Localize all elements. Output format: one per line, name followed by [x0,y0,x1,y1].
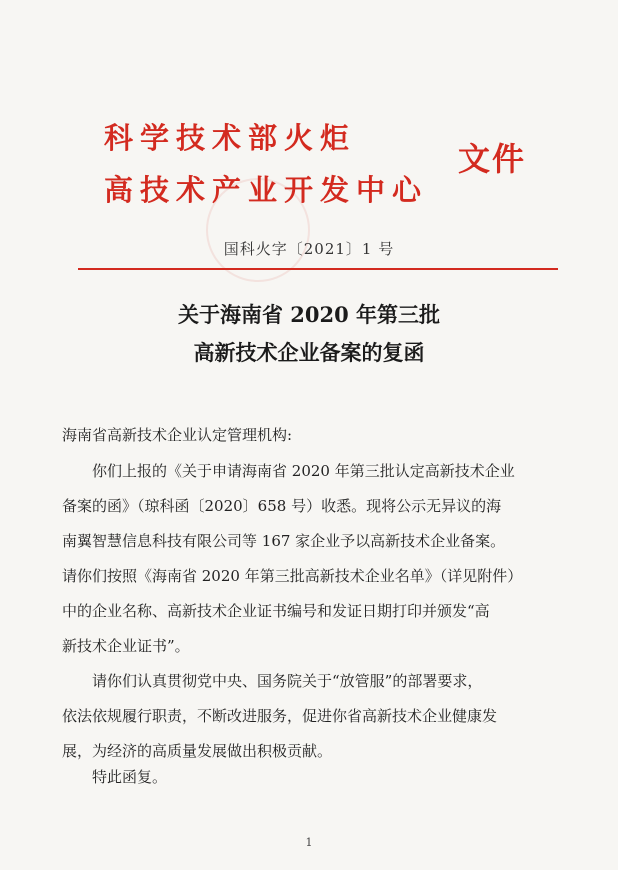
title-line-1: 关于海南省 2020 年第三批 [177,302,441,327]
paragraph-2-line-2: 依法依规履行职责，不断改进服务，促进你省高新技术企业健康发 [62,707,498,725]
issuer-line-1: 科学技术部火炬 [104,121,357,155]
title-line-2: 高新技术企业备案的复函 [193,340,425,365]
paragraph-1-line-4: 请你们按照《海南省 2020 年第三批高新技术企业名单》（详见附件） [62,567,523,585]
closing-remark: 特此函复。 [92,768,168,786]
issuer-suffix: 文件 [458,140,527,178]
issuer-name [104,112,428,216]
paragraph-2-line-1: 请你们认真贯彻党中央、国务院关于“放管服”的部署要求， [92,672,483,690]
document-title [0,296,618,372]
paragraph-1-line-6: 新技术企业证书”。 [62,637,190,655]
red-separator-line [78,268,558,270]
paragraph-1-line-5: 中的企业名称、高新技术企业证书编号和发证日期打印并颁发“高 [62,602,490,620]
issuer-line-2: 高技术产业开发中心 [104,173,429,207]
paragraph-1-line-1: 你们上报的《关于申请海南省 2020 年第三批认定高新技术企业 [92,462,515,480]
paragraph-2-line-3: 展，为经济的高质量发展做出积极贡献。 [62,742,333,760]
paragraph-1-line-2: 备案的函》（琼科函〔2020〕658 号）收悉。现将公示无异议的海 [62,497,502,515]
page-number: 1 [305,836,313,849]
document-number: 国科火字〔2021〕1 号 [223,240,395,258]
recipient: 海南省高新技术企业认定管理机构: [62,426,293,444]
paragraph-1-line-3: 南翼智慧信息科技有限公司等 167 家企业予以高新技术企业备案。 [62,532,506,550]
